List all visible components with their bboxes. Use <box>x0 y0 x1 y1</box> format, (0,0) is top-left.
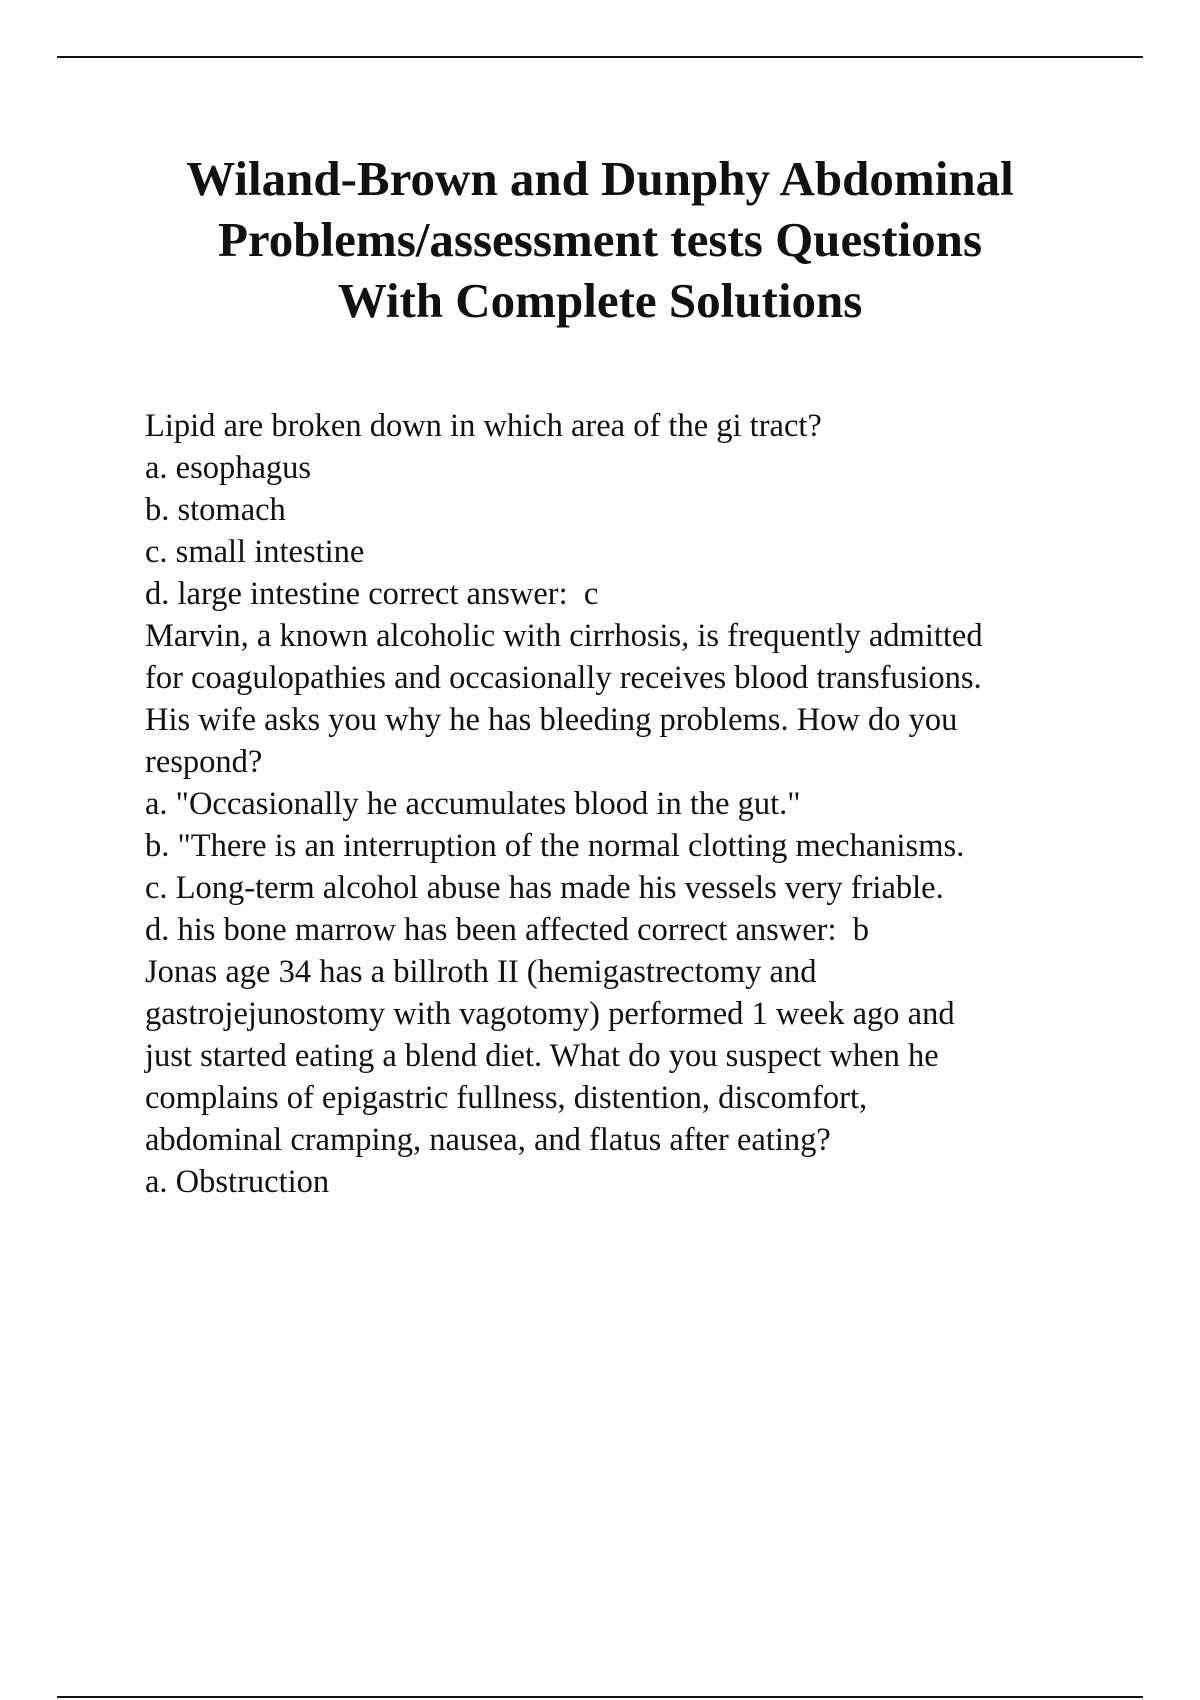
title-line: Problems/assessment tests Questions <box>217 212 983 267</box>
question-2 <box>145 615 1105 951</box>
answer-options <box>145 1161 1105 1203</box>
text-line: abdominal cramping, nausea, and flatus after eating? <box>145 1122 831 1158</box>
document-title <box>100 148 1100 331</box>
text-line: respond? <box>145 744 263 780</box>
text-line: Lipid are broken down in which area of the gi tract? <box>145 408 822 444</box>
text-line: complains of epigastric fullness, distention, discomfort, <box>145 1080 868 1116</box>
option-line: c. small intestine <box>145 534 365 570</box>
text-line: for coagulopathies and occasionally receives blood transfusions. <box>145 660 982 696</box>
bottom-rule <box>57 1696 1143 1698</box>
option-line: b. stomach <box>145 492 286 528</box>
option-line: a. Obstruction <box>145 1164 330 1200</box>
option-line: d. his bone marrow has been affected correct answer: b <box>145 912 870 948</box>
option-line: c. Long-term alcohol abuse has made his vessels very friable. <box>145 870 944 906</box>
option-line: a. "Occasionally he accumulates blood in the gut." <box>145 786 801 822</box>
document-body <box>145 405 1105 1203</box>
text-line: His wife asks you why he has bleeding problems. How do you <box>145 702 958 738</box>
question-text <box>145 615 1105 783</box>
question-text <box>145 405 1105 447</box>
title-line: Wiland-Brown and Dunphy Abdominal <box>186 151 1014 206</box>
question-3 <box>145 951 1105 1203</box>
answer-options <box>145 447 1105 615</box>
question-1 <box>145 405 1105 615</box>
answer-options <box>145 783 1105 951</box>
top-rule <box>57 56 1143 58</box>
question-text <box>145 951 1105 1161</box>
option-line: b. "There is an interruption of the normal clotting mechanisms. <box>145 828 965 864</box>
title-line: With Complete Solutions <box>337 273 863 328</box>
text-line: gastrojejunostomy with vagotomy) performed 1 week ago and <box>145 996 955 1032</box>
text-line: Marvin, a known alcoholic with cirrhosis, is frequently admitted <box>145 618 983 654</box>
text-line: just started eating a blend diet. What do you suspect when he <box>145 1038 939 1074</box>
option-line: a. esophagus <box>145 450 312 486</box>
option-line: d. large intestine correct answer: c <box>145 576 599 612</box>
text-line: Jonas age 34 has a billroth II (hemigastrectomy and <box>145 954 817 990</box>
